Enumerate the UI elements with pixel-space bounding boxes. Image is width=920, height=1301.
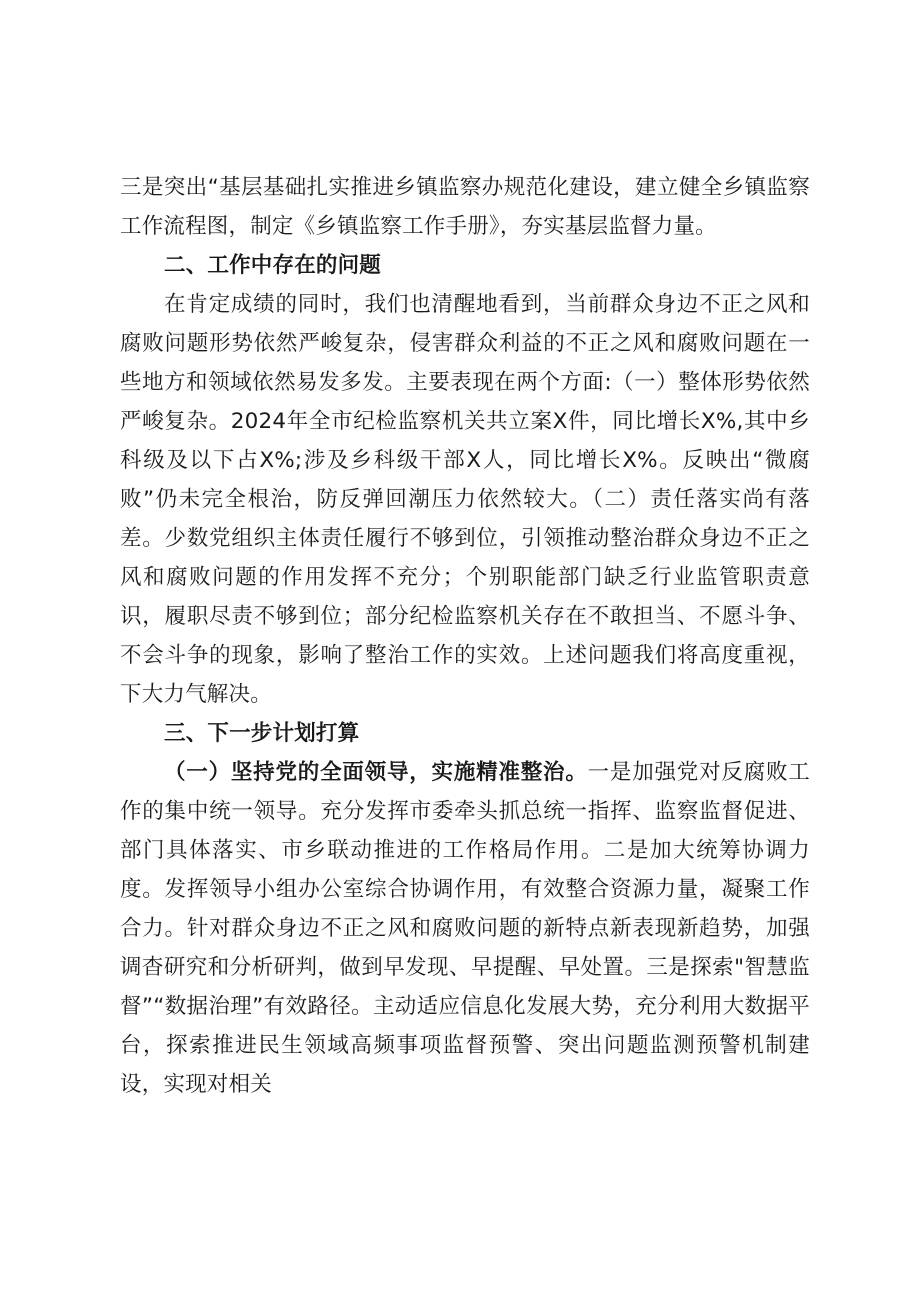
document-body bbox=[120, 168, 810, 1104]
paragraph-problems: 在肯定成绩的同时，我们也清醒地看到，当前群众身边不正之风和腐败问题形势依然严峻复杂，侵害群众利益的不正之风和腐败问题在一些地方和领域依然易发多发。主要表现在两个方面:（一）整体形势依然严峻复杂。2024年全市纪检监察机关共立案X件，同比增长X%,其中乡科级及以下占X%;涉及乡科级干部X人，同比增长X%。反映出“微腐败”仍未完全根治，防反弹回潮压力依然较大。（二）责任落实尚有落差。少数党组织主体责任履行不够到位，引领推动整治群众身边不正之风和腐败问题的作用发挥不充分；个别职能部门缺乏行业监管职责意识，履职尽责不够到位；部分纪检监察机关存在不敢担当、不愿斗争、不会斗争的现象，影响了整治工作的实效。上述问题我们将高度重视，下大力气解决。 bbox=[120, 292, 810, 707]
section-heading-problems: 二、工作中存在的问题 bbox=[164, 253, 382, 278]
paragraph-body-text: 一是加强党对反腐败工作的集中统一领导。充分发挥市委牵头抓总统一指挥、监察监督促进、部门具体落实、市乡联动推进的工作格局作用。二是加大统筹协调力度。发挥领导小组办公室综合协调作用，有效整合资源力量，凝聚工作合力。针对群众身边不正之风和腐败问题的新特点新表现新趋势，加强调杳研究和分析研判，做到早发现、早提醒、早处置。三是探索"智慧监督”“数据治理”有效路径。主动适应信息化发展大势，充分利用大数据平台，探索推进民生领域高频事项监督预警、突出问题监测预警机制建设，实现对相关 bbox=[120, 760, 810, 1097]
paragraph-lead-sentence: （一）坚持党的全面领导，实施精准整治。 bbox=[164, 760, 588, 785]
paragraph-next-steps bbox=[120, 753, 810, 1104]
section-heading-next-steps: 三、下一步计划打算 bbox=[164, 721, 360, 746]
paragraph-grassroots: 三是突出“基层基础扎实推进乡镇监察办规范化建设，建立健全乡镇监察工作流程图，制定《乡镇监察工作手册》，夯实基层监督力量。 bbox=[120, 175, 810, 239]
